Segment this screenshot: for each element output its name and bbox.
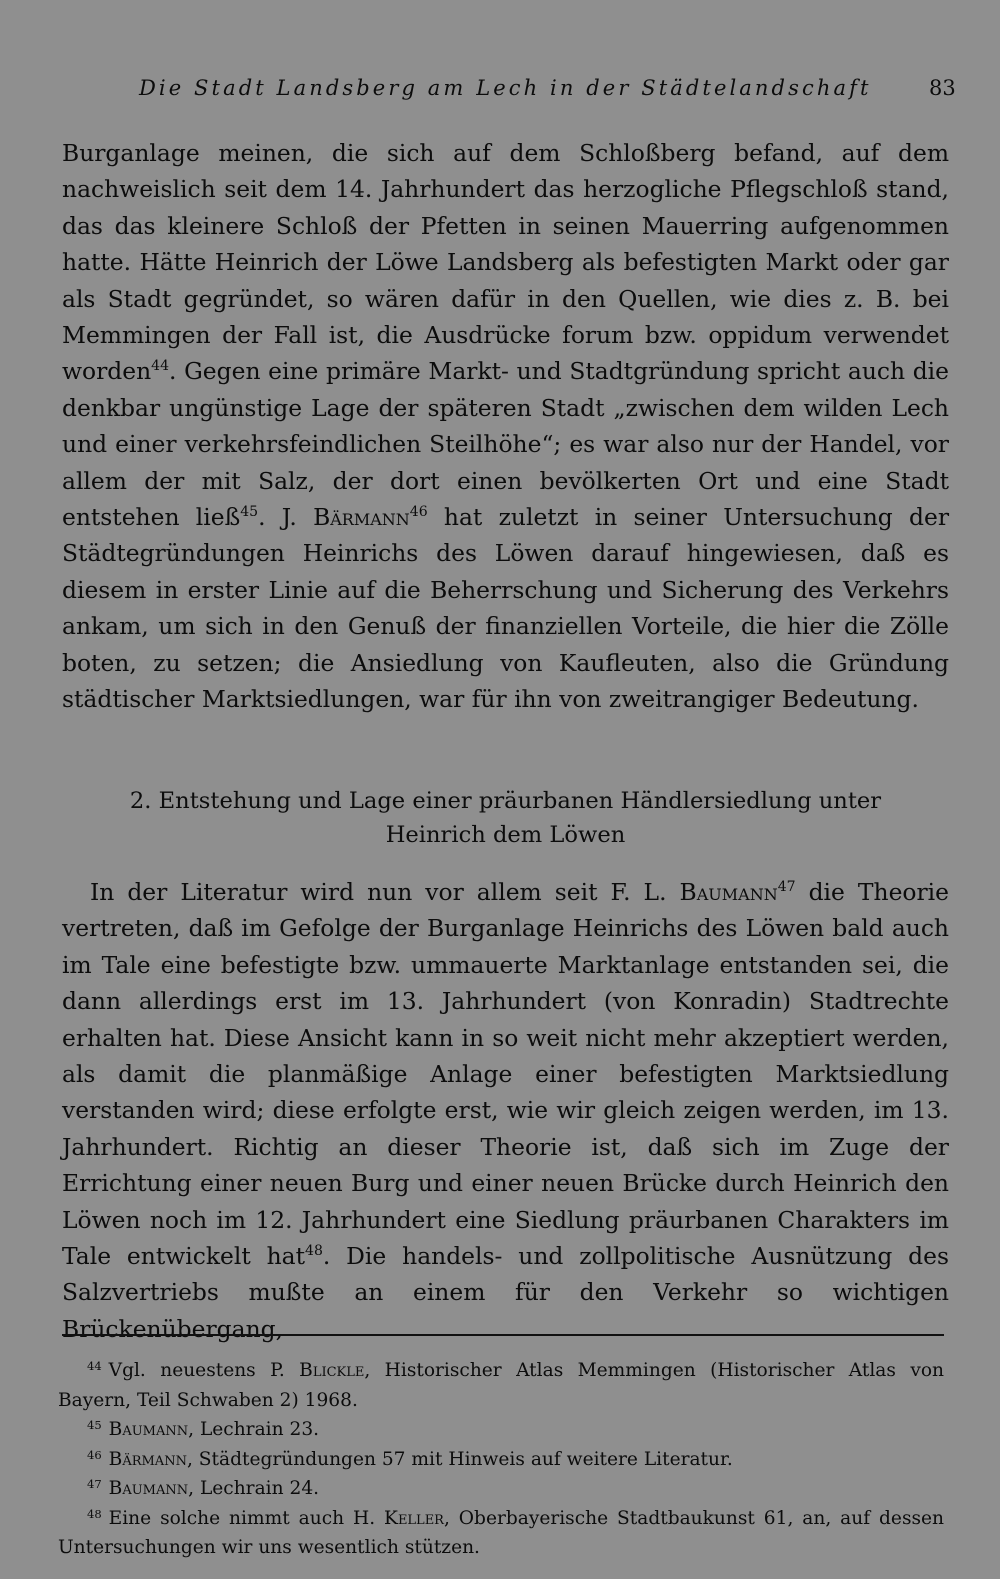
footnote-46 — [58, 1445, 944, 1475]
author-name: Baumann — [679, 878, 778, 906]
paragraph-text: . J. — [258, 503, 314, 532]
author-name: Baumann — [108, 1419, 189, 1440]
body-paragraph-1 — [62, 135, 949, 718]
footnote-47 — [58, 1474, 944, 1504]
footnote-text: , Lechrain 23. — [188, 1419, 320, 1440]
footnote-48 — [58, 1504, 944, 1563]
paragraph-text: . Die handels- und zollpolitische Ausnützung des Salzvertriebs mußte an einem für den Verkehr so wichtigen Brückenübergang, — [62, 1242, 950, 1343]
footnote-rule — [62, 1334, 944, 1336]
section-heading — [62, 784, 949, 852]
footnotes — [58, 1356, 944, 1563]
paragraph-text: Burganlage meinen, die sich auf dem Schloßberg befand, auf dem nachweislich seit dem 14. Jahrhundert das herzogliche Pflegschloß stand, das das kleinere Schloß der Pfetten in seinen Mauerring aufgenommen hatte. Hätte Heinrich der Löwe Landsberg als befestigten Markt oder gar als Stadt gegründet, so wären dafür in den Quellen, wie dies z. B. bei Memmingen der Fall ist, die Ausdrücke forum bzw. oppidum verwendet worden — [62, 139, 949, 386]
paragraph-text: die Theorie vertreten, daß im Gefolge der Burganlage Heinrichs des Löwen bald auch im Tale eine befestigte bzw. ummauerte Marktanlage entstanden sei, die dann allerdings erst im 13. Jahrhundert (von Konradin) Stadtrechte erhalten hat. Diese Ansicht kann in so weit nicht mehr akzeptiert werden, als damit die planmäßige Anlage einer befestigten Marktsiedlung verstanden wird; diese erfolgte erst, wie wir gleich zeigen werden, im 13. Jahrhundert. Richtig an dieser Theorie ist, daß sich im Zuge der Errichtung einer neuen Burg und einer neuen Brücke durch Heinrich den Löwen noch im 12. Jahrhundert eine Siedlung präurbanen Charakters im Tale entwickelt hat — [62, 878, 949, 1271]
footnote-text: Eine solche nimmt auch H. — [108, 1507, 385, 1529]
footnote-ref-48[interactable]: 48 — [305, 1242, 323, 1259]
footnote-text: , Städtegründungen 57 mit Hinweis auf weitere Literatur. — [186, 1448, 733, 1470]
author-name: Bärmann — [313, 503, 410, 532]
author-name: Blickle — [299, 1360, 365, 1381]
footnote-text: , Lechrain 24. — [188, 1478, 320, 1499]
paragraph-text: . Gegen eine primäre Markt- und Stadtgründung spricht auch die denkbar ungünstige Lage der späteren Stadt „zwischen dem wilden Lech und einer verkehrsfeindlichen Steilhöhe“; es war also nur der Handel, vor allem der mit Salz, der dort einen bevölkerten Ort und eine Stadt entstehen ließ — [62, 357, 949, 532]
paragraph-text: In der Literatur wird nun vor allem seit F. L. — [90, 878, 680, 906]
footnote-text: Vgl. neuestens P. — [108, 1360, 300, 1381]
body-paragraph-2 — [62, 874, 949, 1347]
section-heading-line-2: Heinrich dem Löwen — [385, 822, 626, 848]
footnote-number: 46 — [87, 1447, 102, 1462]
footnote-number: 45 — [87, 1418, 102, 1433]
paragraph-text: hat zuletzt in seiner Untersuchung der Städtegründungen Heinrichs des Löwen darauf hingewiesen, daß es diesem in erster Linie auf die Beherrschung und Sicherung des Verkehrs ankam, um sich in den Genuß der finanziellen Vorteile, die hier die Zölle boten, zu setzen; die Ansiedlung von Kaufleuten, also die Gründung städtischer Marktsiedlungen, war für ihn von zweitrangiger Bedeutung. — [62, 503, 949, 714]
author-name: Baumann — [108, 1478, 189, 1499]
footnote-number: 48 — [87, 1506, 102, 1521]
footnote-ref-46[interactable]: 46 — [409, 503, 428, 520]
footnote-45 — [58, 1415, 944, 1445]
footnote-number: 44 — [87, 1359, 102, 1374]
running-head-title: Die Stadt Landsberg am Lech in der Städtelandschaft — [139, 76, 872, 100]
author-name: Bärmann — [108, 1448, 187, 1470]
section-heading-line-1: 2. Entstehung und Lage einer präurbanen Händlersiedlung unter — [129, 788, 882, 814]
footnote-text: , Oberbayerische Stadtbaukunst 61, an, auf dessen Untersuchungen wir uns wesentlich stützen. — [58, 1507, 945, 1558]
author-name: Keller — [384, 1507, 444, 1529]
footnote-number: 47 — [87, 1477, 102, 1492]
footnote-ref-44[interactable]: 44 — [151, 358, 170, 375]
page-number: 83 — [929, 76, 956, 100]
running-head — [0, 76, 1000, 110]
footnote-text: , Historischer Atlas Memmingen (Historischer Atlas von Bayern, Teil Schwaben 2) 1968. — [58, 1360, 944, 1411]
footnote-ref-47[interactable]: 47 — [777, 878, 796, 895]
footnote-ref-45[interactable]: 45 — [240, 503, 259, 520]
footnote-44 — [58, 1356, 944, 1415]
